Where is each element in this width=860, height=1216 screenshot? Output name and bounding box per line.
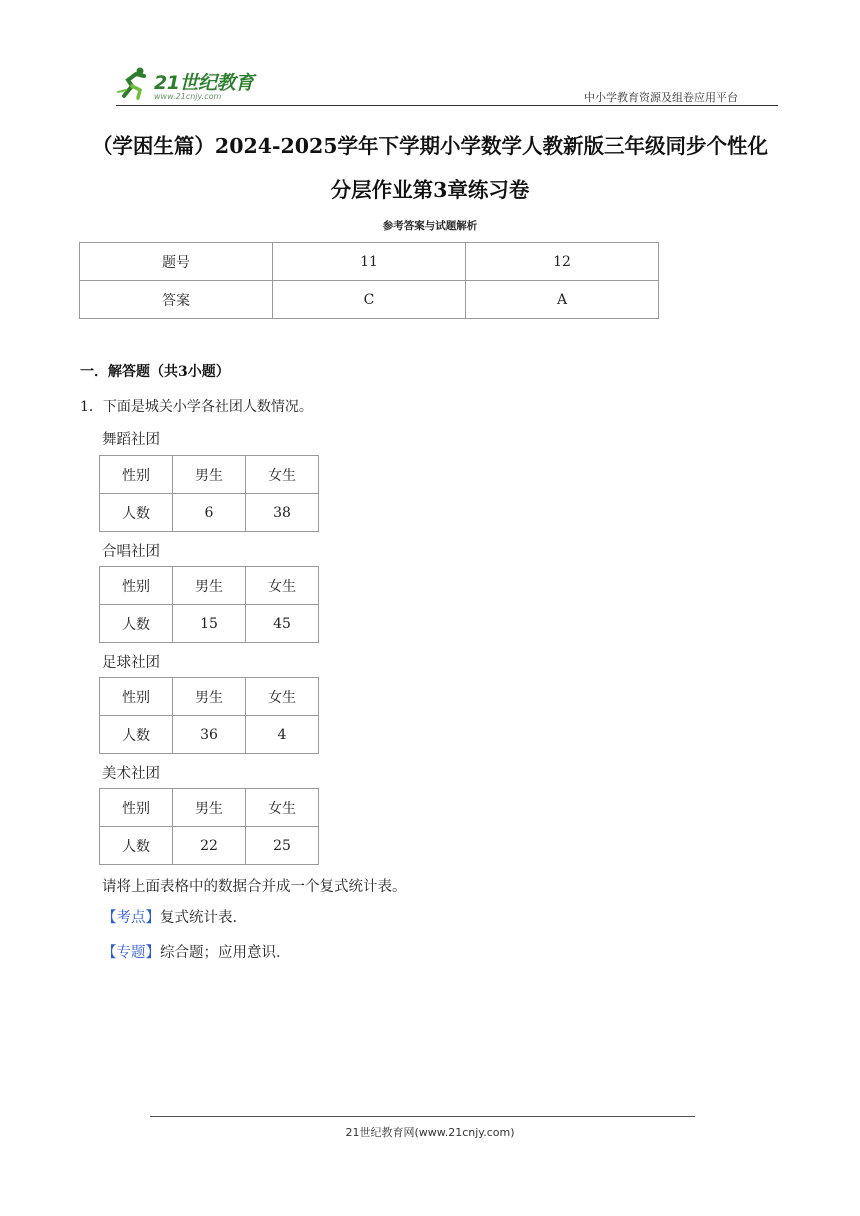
header-divider xyxy=(116,105,778,106)
logo-text: 21世纪教育 xyxy=(154,72,254,94)
club-table xyxy=(99,677,319,754)
table-row xyxy=(100,567,319,605)
table-cell: 女生 xyxy=(246,678,319,716)
footer-text: 21世纪教育网(www.21cnjy.com) xyxy=(345,1126,515,1139)
page-title-line1: （学困生篇）2024-2025学年下学期小学数学人教新版三年级同步个性化 xyxy=(91,134,769,158)
table-cell: 38 xyxy=(246,494,319,532)
platform-tagline: 中小学教育资源及组卷应用平台 xyxy=(584,91,738,104)
table-cell: 男生 xyxy=(173,678,246,716)
table-cell: 15 xyxy=(173,605,246,643)
table-row xyxy=(80,243,659,281)
club-table xyxy=(99,788,319,865)
table-row xyxy=(100,678,319,716)
instruction-text: 请将上面表格中的数据合并成一个复式统计表。 xyxy=(102,879,407,895)
answer-subtitle: 参考答案与试题解析 xyxy=(382,220,478,232)
table-cell: 性别 xyxy=(100,567,173,605)
zhuanti-line xyxy=(102,941,291,962)
kaodian-line xyxy=(102,906,247,927)
club-title: 美术社团 xyxy=(102,766,160,782)
page-title-line2: 分层作业第3章练习卷 xyxy=(330,178,530,202)
question-text: 1．下面是城关小学各社团人数情况。 xyxy=(80,399,313,415)
table-row xyxy=(100,494,319,532)
table-cell: 女生 xyxy=(246,456,319,494)
table-cell: 女生 xyxy=(246,789,319,827)
logo-url: www.21cnjy.com xyxy=(154,92,222,101)
zhuanti-text: 综合题；应用意识． xyxy=(160,945,291,961)
table-cell: 45 xyxy=(246,605,319,643)
table-cell: 人数 xyxy=(100,494,173,532)
table-cell: 女生 xyxy=(246,567,319,605)
table-cell: 36 xyxy=(173,716,246,754)
kaodian-label: 【考点】 xyxy=(102,910,160,926)
club-table xyxy=(99,455,319,532)
table-cell: 人数 xyxy=(100,827,173,865)
site-logo xyxy=(116,66,266,106)
table-cell: 22 xyxy=(173,827,246,865)
table-cell: 6 xyxy=(173,494,246,532)
table-cell: 11 xyxy=(273,243,466,281)
table-cell: 4 xyxy=(246,716,319,754)
table-cell: 答案 xyxy=(80,281,273,319)
table-row xyxy=(100,827,319,865)
table-row xyxy=(100,605,319,643)
runner-logo-icon xyxy=(116,66,154,104)
club-title: 合唱社团 xyxy=(102,544,160,560)
table-cell: 男生 xyxy=(173,567,246,605)
table-row xyxy=(100,789,319,827)
club-title: 舞蹈社团 xyxy=(102,432,160,448)
zhuanti-label: 【专题】 xyxy=(102,945,160,961)
section-title: 一．解答题（共3小题） xyxy=(80,364,230,380)
club-title: 足球社团 xyxy=(102,655,160,671)
table-row xyxy=(100,716,319,754)
table-row xyxy=(100,456,319,494)
club-table xyxy=(99,566,319,643)
table-cell: C xyxy=(273,281,466,319)
table-cell: 性别 xyxy=(100,456,173,494)
table-cell: 人数 xyxy=(100,605,173,643)
table-cell: 25 xyxy=(246,827,319,865)
table-cell: 男生 xyxy=(173,789,246,827)
table-row xyxy=(80,281,659,319)
table-cell: A xyxy=(466,281,659,319)
table-cell: 性别 xyxy=(100,678,173,716)
footer-divider xyxy=(150,1116,695,1117)
answer-table xyxy=(79,242,659,319)
table-cell: 男生 xyxy=(173,456,246,494)
kaodian-text: 复式统计表． xyxy=(160,910,247,926)
table-cell: 人数 xyxy=(100,716,173,754)
table-cell: 题号 xyxy=(80,243,273,281)
table-cell: 12 xyxy=(466,243,659,281)
table-cell: 性别 xyxy=(100,789,173,827)
